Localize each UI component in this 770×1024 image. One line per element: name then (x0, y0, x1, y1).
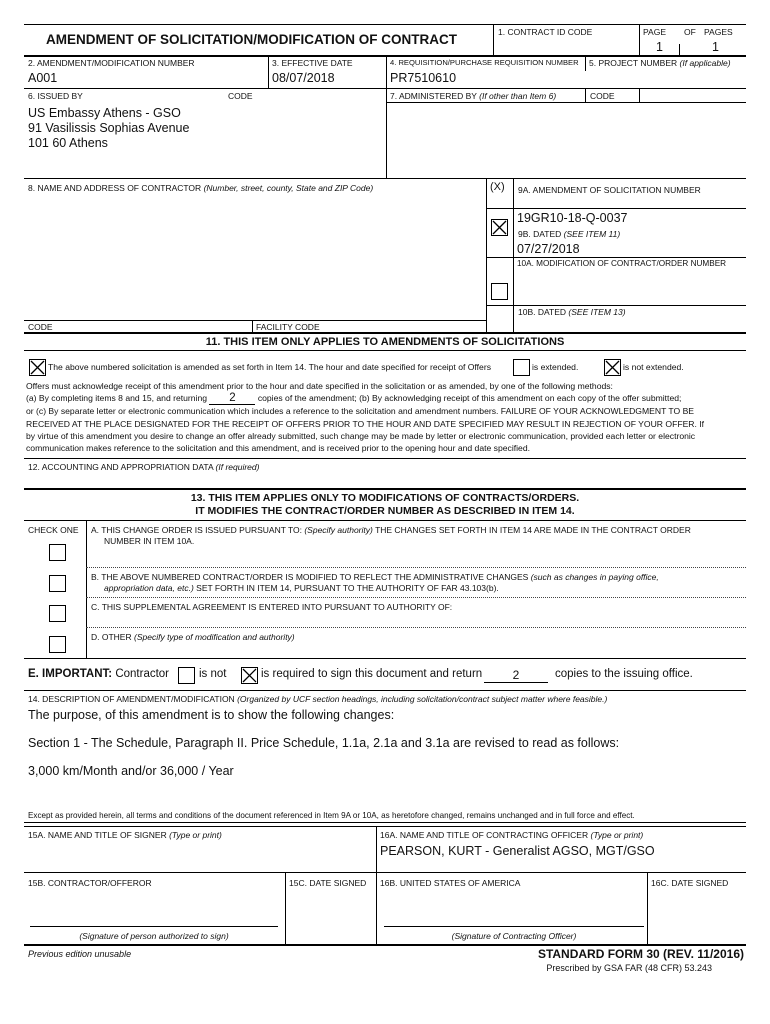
signature-officer-caption: (Signature of Contracting Officer) (451, 931, 577, 941)
issuer-line: 91 Vasilissis Sophias Avenue (28, 121, 190, 135)
item-10-checkbox[interactable] (491, 283, 508, 300)
item-13-heading2: IT MODIFIES THE CONTRACT/ORDER NUMBER AS DESCRIBED IN ITEM 14. (195, 505, 575, 517)
item-13d-part1: D. OTHER (91, 632, 132, 642)
administered-code-label: CODE (590, 91, 615, 101)
item-13b-checkbox[interactable] (49, 575, 66, 592)
item-13a-note: (Specify authority) (304, 525, 373, 535)
item-11-line5: RECEIVED AT THE PLACE DESIGNATED FOR THE RECEIPT OF OFFERS PRIOR TO THE HOUR AND DATE SPECIFIED MAY RESULT IN REJECTION OF YOUR OFFER. If (26, 418, 705, 429)
item-9b-label (518, 229, 620, 239)
item-9a-value[interactable]: 19GR10-18-Q-0037 (517, 211, 628, 225)
contractor-label (28, 183, 373, 193)
item-10b-label (518, 307, 626, 317)
item-10a-label: 10A. MODIFICATION OF CONTRACT/ORDER NUMBER (517, 259, 727, 268)
item-9-checkbox[interactable] (491, 219, 508, 236)
not-extended-label: is not extended. (623, 362, 684, 372)
item-10b-text: 10B. DATED (518, 307, 567, 317)
item-13b-note2: appropriation data, etc.) (104, 583, 194, 593)
item-13c-checkbox[interactable] (49, 605, 66, 622)
item-11-line3b: copies of the amendment; (b) By acknowledging receipt of this amendment on each copy of the offer submitted; (257, 393, 682, 404)
contractor-label-note: (Number, street, county, State and ZIP Code) (203, 183, 374, 193)
check-x-icon (242, 668, 257, 683)
administered-by-label (390, 91, 556, 101)
copies-text: copies to the issuing office. (555, 668, 693, 680)
important-label: E. IMPORTANT: (28, 668, 113, 680)
return-copies-value[interactable]: 2 (484, 668, 548, 683)
contract-id-label: 1. CONTRACT ID CODE (498, 27, 593, 37)
is-required-checkbox[interactable] (241, 667, 258, 684)
signature-person-caption: (Signature of person authorized to sign) (79, 931, 229, 941)
item-11-line1: The above numbered solicitation is amended as set forth in Item 14. The hour and date specified for receipt of Offers (48, 362, 491, 372)
item-9b-value[interactable]: 07/27/2018 (517, 242, 580, 256)
check-x-icon (492, 220, 507, 235)
item-10b-note: (SEE ITEM 13) (568, 307, 626, 317)
item-9b-note: (SEE ITEM 11) (563, 229, 621, 239)
item-11-line3 (26, 392, 748, 405)
item-14-note: (Organized by UCF section headings, including solicitation/contract subject matter where feasible.) (237, 694, 608, 704)
s16a-note: (Type or print) (590, 830, 644, 840)
form-title: AMENDMENT OF SOLICITATION/MODIFICATION OF CONTRACT (46, 32, 457, 47)
contractor-code-label: CODE (28, 322, 53, 332)
copies-returned-value[interactable]: 2 (209, 393, 255, 405)
item-9a-label: 9A. AMENDMENT OF SOLICITATION NUMBER (518, 185, 701, 195)
project-number-text: 5. PROJECT NUMBER (589, 58, 678, 68)
item-13b-text (91, 572, 659, 582)
requisition-label: 4. REQUISITION/PURCHASE REQUISITION NUMBER (390, 58, 579, 67)
item-11-line6: by virtue of this amendment you desire to change an offer already submitted, such change may be made by letter or electronic communication, provided each letter or electronic (26, 430, 696, 441)
item-9b-text: 9B. DATED (518, 229, 562, 239)
important-contractor: Contractor (115, 668, 170, 680)
item-11-line4: or (c) By separate letter or electronic communication which includes a reference to the solicitation and amendment numbers. FAILURE OF YOUR ACKNOWLEDGMENT TO BE (26, 406, 695, 417)
administered-by-text: 7. ADMINISTERED BY (390, 91, 477, 101)
extended-checkbox[interactable] (513, 359, 530, 376)
item-14-line3[interactable]: 3,000 km/Month and/or 36,000 / Year (28, 764, 234, 778)
amendment-number-value[interactable]: A001 (28, 71, 58, 85)
item-13a-text (91, 525, 691, 535)
page-value: 1 (656, 40, 663, 54)
solicitation-amended-checkbox[interactable] (29, 359, 46, 376)
pages-value: 1 (712, 40, 719, 54)
issued-by-code-label: CODE (228, 91, 253, 101)
item-13a-part2: THE CHANGES SET FORTH IN ITEM 14 ARE MADE IN THE CONTRACT ORDER (375, 525, 691, 535)
item-12-label (28, 462, 259, 472)
s15a-note: (Type or print) (169, 830, 222, 840)
check-x-icon (605, 360, 620, 375)
item-14-line2[interactable]: Section 1 - The Schedule, Paragraph II. Price Schedule, 1.1a, 2.1a and 3.1a are revised to read as follows: (28, 736, 620, 750)
pages-label: PAGES (704, 27, 733, 37)
issuer-line: US Embassy Athens - GSO (28, 106, 181, 120)
item-11-line2: Offers must acknowledge receipt of this amendment prior to the hour and date specified in the solicitation or as amended, by one of the following methods: (26, 381, 613, 391)
item-13d-text (91, 632, 295, 642)
issuer-address[interactable] (28, 106, 189, 151)
standard-form-label: STANDARD FORM 30 (REV. 11/2016) (537, 947, 744, 961)
item-13b-part2: SET FORTH IN ITEM 14, PURSUANT TO THE AUTHORITY OF FAR 43.103(b). (196, 583, 499, 593)
important-row (28, 668, 169, 684)
check-one-label: CHECK ONE (28, 525, 79, 535)
item-12-text: 12. ACCOUNTING AND APPROPRIATION DATA (28, 462, 214, 472)
item-13-heading1: 13. THIS ITEM APPLIES ONLY TO MODIFICATIONS OF CONTRACTS/ORDERS. (190, 492, 580, 504)
item-13b-text2 (104, 583, 499, 593)
s15b-label: 15B. CONTRACTOR/OFFEROR (28, 878, 152, 888)
contractor-label-text: 8. NAME AND ADDRESS OF CONTRACTOR (28, 183, 202, 193)
of-label: OF (684, 27, 696, 37)
effective-date-value[interactable]: 08/07/2018 (272, 71, 335, 85)
page-label: PAGE (643, 27, 666, 37)
administered-by-note: (If other than Item 6) (479, 91, 557, 101)
item-13a-part1: A. THIS CHANGE ORDER IS ISSUED PURSUANT TO: (91, 525, 302, 535)
item-12-note: (If required) (215, 462, 260, 472)
except-clause: Except as provided herein, all terms and conditions of the document referenced in Item 9A or 10A, as heretofore changed, remains unchanged and in full force and effect. (28, 811, 635, 820)
project-number-label (589, 58, 731, 68)
item-13b-part1: B. THE ABOVE NUMBERED CONTRACT/ORDER IS MODIFIED TO REFLECT THE ADMINISTRATIVE CHANGES (91, 572, 529, 582)
s16a-text: 16A. NAME AND TITLE OF CONTRACTING OFFICER (380, 830, 589, 840)
s15a-label (28, 830, 222, 840)
item-13b-note1: (such as changes in paying office, (530, 572, 659, 582)
s15a-text: 15A. NAME AND TITLE OF SIGNER (28, 830, 167, 840)
s16b-label: 16B. UNITED STATES OF AMERICA (380, 878, 521, 888)
item-13d-note: (Specify type of modification and authority) (134, 632, 295, 642)
facility-code-label: FACILITY CODE (256, 322, 320, 332)
issued-by-label: 6. ISSUED BY (28, 91, 83, 101)
not-extended-checkbox[interactable] (604, 359, 621, 376)
is-not-checkbox[interactable] (178, 667, 195, 684)
prescribed-by-label: Prescribed by GSA FAR (48 CFR) 53.243 (546, 963, 712, 973)
check-x-icon (30, 360, 45, 375)
extended-label: is extended. (532, 362, 579, 372)
item-14-text: 14. DESCRIPTION OF AMENDMENT/MODIFICATION (28, 694, 235, 704)
item-11-heading: 11. THIS ITEM ONLY APPLIES TO AMENDMENTS OF SOLICITATIONS (205, 336, 565, 348)
s16c-label: 16C. DATE SIGNED (651, 878, 729, 888)
project-number-note: (If applicable) (679, 58, 731, 68)
item-13c-text: C. THIS SUPPLEMENTAL AGREEMENT IS ENTERED INTO PURSUANT TO AUTHORITY OF: (91, 602, 453, 612)
requisition-value[interactable]: PR7510610 (390, 71, 457, 85)
item-13a-text3: NUMBER IN ITEM 10A. (104, 536, 195, 546)
item-14-line1[interactable]: The purpose, of this amendment is to show the following changes: (28, 708, 395, 722)
s16a-label (380, 830, 643, 840)
s15c-label: 15C. DATE SIGNED (289, 878, 367, 888)
issuer-line: 101 60 Athens (28, 136, 108, 150)
item-13d-checkbox[interactable] (49, 636, 66, 653)
item-11-paragraph (26, 380, 748, 454)
amendment-number-label: 2. AMENDMENT/MODIFICATION NUMBER (28, 58, 195, 68)
x-column-label: (X) (490, 181, 505, 193)
effective-date-label: 3. EFFECTIVE DATE (272, 58, 353, 68)
item-11-line7: communication makes reference to the solicitation and this amendment, and is received prior to the opening hour and date specified. (26, 443, 530, 454)
is-not-label: is not (199, 668, 227, 680)
item-13a-checkbox[interactable] (49, 544, 66, 561)
item-14-label (28, 694, 607, 704)
item-11-line3a: (a) By completing items 8 and 15, and returning (26, 393, 208, 404)
is-required-label: is required to sign this document and return (261, 668, 483, 680)
previous-edition-note: Previous edition unusable (28, 949, 132, 959)
contracting-officer-name[interactable]: PEARSON, KURT - Generalist AGSO, MGT/GSO (380, 844, 655, 858)
